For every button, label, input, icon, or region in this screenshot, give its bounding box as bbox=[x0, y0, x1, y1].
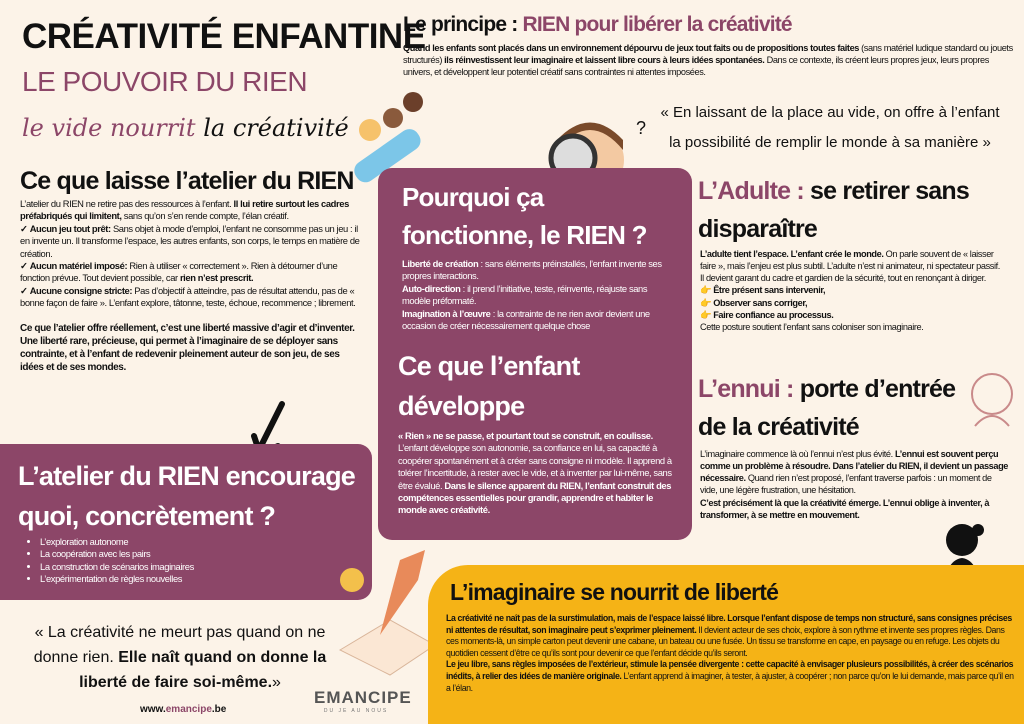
pourquoi-item-text: : il prend l’initiative, teste, réinvente, réajuste sans modèle préformaté. bbox=[402, 282, 648, 307]
encourage-heading: L’atelier du RIEN encourage quoi, concrètement ? bbox=[18, 461, 355, 531]
developpe-text bbox=[398, 430, 683, 517]
pourquoi-panel bbox=[378, 168, 692, 540]
imaginaire-heading: L’imaginaire se nourrit de liberté bbox=[450, 579, 779, 605]
top-quote-line-2: la possibilité de remplir le monde à sa manière » bbox=[669, 134, 991, 151]
adulte-point-text: Observer sans corriger, bbox=[713, 297, 808, 308]
url-part: www. bbox=[140, 704, 166, 715]
pointing-hand-icon: 👉 bbox=[700, 309, 712, 320]
pourquoi-item-label: Liberté de création bbox=[402, 258, 479, 269]
principe-label: Le principe : bbox=[403, 13, 518, 36]
url-part: emancipe bbox=[165, 704, 212, 715]
pointing-hand-icon: 👉 bbox=[700, 297, 712, 308]
laisse-item bbox=[20, 260, 360, 285]
ennui-bold-2: C’est précisément là que la créativité émerge. L’ennui oblige à inventer, à transformer, à se mettre en mouvement. bbox=[700, 497, 990, 520]
imaginaire-text-2: L’enfant apprend à imaginer, à tester, à ajuster, à coopérer ; non parce qu’on le lui demande, mais parce qu’il en a l’élan. bbox=[446, 671, 1014, 693]
encourage-item: • La coopération avec les pairs bbox=[40, 548, 194, 560]
check-icon: ✓ bbox=[20, 222, 28, 234]
laisse-item-label: Aucun matériel imposé: bbox=[29, 260, 128, 272]
ennui-text bbox=[700, 448, 1010, 521]
principe-text-1: (sans matériel ludique standard ou jouets structurés) bbox=[403, 43, 1013, 66]
adulte-text bbox=[700, 248, 1000, 284]
adulte-body bbox=[700, 248, 1000, 333]
question-mark: ? bbox=[636, 118, 647, 138]
logo-subtext: DU JE AU NOUS bbox=[323, 708, 389, 714]
adulte-point-text: Faire confiance au processus. bbox=[713, 309, 834, 320]
laisse-conclusion: Ce que l’atelier offre réellement, c’est une liberté massive d’agir et d’inventer. Une liberté rare, précieuse, qui permet à l’imaginaire de se déployer sans contrainte, et à l’enfant de redevenir pleinement auteur de son jeu, de ses idées et de ses mondes. bbox=[20, 322, 355, 374]
pourquoi-item-label: Imagination à l’œuvre bbox=[402, 307, 491, 319]
developpe-bold-2: Dans le silence apparent du RIEN, l’enfant construit des compétences essentielles pour grandir, apprendre et habiter le monde avec créativité. bbox=[398, 479, 672, 516]
adulte-point bbox=[700, 309, 1000, 321]
laisse-intro-bold: Il lui retire surtout les cadres préfabriqués qui limitent, bbox=[20, 198, 349, 222]
laisse-intro-text-2: sans qu’on s’en rende compte, l’élan créatif. bbox=[121, 210, 289, 222]
bottom-quote-bold: Elle naît quand on donne la liberté de faire soi-même. bbox=[79, 649, 327, 691]
pourquoi-item bbox=[402, 308, 677, 333]
laisse-item-bold: rien n’est prescrit. bbox=[179, 272, 254, 284]
adulte-point bbox=[700, 284, 1000, 296]
bottom-quote-end: » bbox=[272, 674, 281, 691]
adulte-title-a: L’Adulte : bbox=[698, 177, 804, 205]
laisse-body bbox=[20, 198, 360, 374]
ennui-text-1: L’imaginaire commence là où l’ennui n’est plus évité. bbox=[700, 449, 895, 459]
laisse-intro bbox=[20, 198, 360, 223]
page-title: CRÉATIVITÉ ENFANTINE bbox=[22, 17, 426, 56]
principe-bold-1: Quand les enfants sont placés dans un environnement dépourvu de jeux tout faits ou de propositions toutes faites bbox=[403, 43, 859, 53]
laisse-item-text: Pas d’objectif à atteindre, pas de résultat attendu, pas de « bonne façon de faire ». L’enfant explore, tâtonne, teste, échoue, recommence ; librement. bbox=[20, 284, 356, 309]
imaginaire-bold-2: Le jeu libre, sans règles imposées de l’extérieur, stimule la pensée divergente : cette capacité à envisager plusieurs possibilités, à créer des scénarios inédits, à relier des idées de manière originale. bbox=[446, 659, 1014, 682]
tagline bbox=[22, 114, 349, 142]
pourquoi-item-text: : la contrainte de ne rien avoir devient une occasion de créer nécessairement quelque chose bbox=[402, 307, 650, 332]
principe-bold-2: ils réinvestissent leur imaginaire et laissent libre cours à leurs idées spontanées. bbox=[444, 55, 765, 66]
pourquoi-item bbox=[402, 258, 677, 283]
encourage-item: • L’expérimentation de règles nouvelles bbox=[40, 573, 194, 585]
bottom-quote-text: « La créativité ne meurt pas quand on ne donne rien. bbox=[33, 624, 326, 666]
principe-text-2: Dans ce contexte, ils créent leurs propres jeux, leurs propres univers, et développent leur potentiel créatif sans contraintes ni attentes imposées. bbox=[403, 55, 989, 78]
pourquoi-item bbox=[402, 283, 677, 308]
adulte-bold: L’adulte tient l’espace. L’enfant crée le monde. bbox=[700, 249, 884, 259]
laisse-item bbox=[20, 223, 360, 260]
tagline-part-a: le vide nourrit bbox=[22, 114, 196, 142]
ennui-title-b: porte d’entrée de la créativité bbox=[698, 375, 956, 441]
principe-text bbox=[403, 42, 1018, 78]
laisse-item-text: Rien à utiliser « correctement ». Rien à détourner d’une fonction prévue. Tout devient possible, car bbox=[20, 260, 338, 284]
check-icon: ✓ bbox=[20, 260, 28, 272]
laisse-item bbox=[20, 285, 360, 310]
laisse-item-label: Aucun jeu tout prêt: bbox=[29, 222, 111, 234]
developpe-body: L’enfant développe son autonomie, sa confiance en lui, sa capacité à coopérer spontanément et à créer sans consigne ni modèle. Il apprend à tolérer l’incertitude, à rester avec le vide, et à inventer par lui-même, sans être évalué. bbox=[398, 442, 672, 491]
adulte-point bbox=[700, 297, 1000, 309]
adulte-heading bbox=[698, 172, 998, 248]
adulte-point-text: Être présent sans intervenir, bbox=[713, 285, 826, 296]
principe-title: RIEN pour libérer la créativité bbox=[522, 13, 792, 36]
encourage-item: • L’exploration autonome bbox=[40, 536, 194, 548]
rocket-book-illustration bbox=[330, 540, 440, 680]
pointing-hand-icon: 👉 bbox=[700, 285, 712, 296]
top-quote bbox=[640, 98, 1020, 158]
ennui-text-2: Quand rien n’est proposé, l’enfant traverse parfois : un moment de vide, une légère frustration, une hésitation. bbox=[700, 473, 992, 496]
adulte-text-body: On parle souvent de « laisser faire », mais l’enjeu est plus subtil. L’adulte n’est ni animateur, ni spectateur passif. Il devient garant du cadre et gardien de la sécurité, tout en renonçant à diriger. bbox=[700, 249, 1000, 284]
tagline-part-b: la créativité bbox=[203, 114, 349, 142]
page-subtitle: LE POUVOIR DU RIEN bbox=[22, 66, 308, 97]
laisse-item-label: Aucune consigne stricte: bbox=[29, 284, 133, 296]
laisse-intro-text: L’atelier du RIEN ne retire pas des ressources à l’enfant. bbox=[20, 198, 234, 209]
encourage-list bbox=[22, 536, 194, 586]
pourquoi-list bbox=[402, 258, 677, 332]
developpe-heading: Ce que l’enfant développe bbox=[398, 351, 580, 421]
principe-heading bbox=[403, 12, 792, 37]
check-icon: ✓ bbox=[20, 284, 28, 296]
emancipe-logo bbox=[314, 688, 412, 714]
laisse-heading: Ce que laisse l’atelier du RIEN bbox=[20, 167, 354, 195]
laisse-item-text: Sans objet à mode d’emploi, l’enfant ne consomme pas un jeu : il en invente un. Il transforme l’espace, les autres enfants, son corps, le temps en matière de création. bbox=[20, 222, 360, 259]
encourage-panel bbox=[0, 444, 372, 600]
pourquoi-item-label: Auto-direction bbox=[402, 282, 461, 294]
adulte-closing: Cette posture soutient l’enfant sans coloniser son imaginaire. bbox=[700, 321, 924, 332]
imaginaire-text bbox=[446, 613, 1016, 694]
ennui-heading bbox=[698, 370, 978, 446]
adulte-title-b: se retirer sans disparaître bbox=[698, 177, 969, 243]
pourquoi-heading: Pourquoi ça fonctionne, le RIEN ? bbox=[402, 182, 647, 250]
url-part: .be bbox=[211, 704, 227, 715]
thinking-child-icon bbox=[965, 368, 1020, 428]
top-quote-line-1: « En laissant de la place au vide, on offre à l’enfant bbox=[660, 104, 1000, 121]
imaginaire-bold-1: La créativité ne naît pas de la surstimulation, mais de l’espace laissé libre. Lorsque l’enfant dispose de temps non structuré, sans consignes précises ni attentes de résultat, son imaginaire peut s’exprimer pleinement. bbox=[446, 613, 1012, 635]
imaginaire-panel bbox=[428, 565, 1024, 724]
developpe-bold-1: « Rien » ne se passe, et pourtant tout se construit, en coulisse. bbox=[398, 430, 653, 441]
ennui-bold-1: L’ennui est souvent perçu comme un problème à résoudre. Dans l’atelier du RIEN, il devient un passage nécessaire. bbox=[700, 449, 1008, 484]
website-link[interactable] bbox=[140, 704, 226, 715]
bottom-quote bbox=[30, 620, 330, 695]
imaginaire-text-1: Il devient acteur de ses choix, explore à son rythme et invente ses propres règles. Dans ces moments-là, un simple carton peut devenir une cabane, un bateau ou une fusée. Un tissu se transforme en cape, en paysage ou en refuge. Les objets du quotidien cessent d’être ce qu’ils sont pour devenir ce que l’enfant décide qu’ils seront. bbox=[446, 624, 1005, 658]
pourquoi-item-text: : sans éléments préinstallés, l’enfant invente ses propres interactions. bbox=[402, 258, 662, 282]
encourage-item: • La construction de scénarios imaginaires bbox=[40, 561, 194, 573]
logo-text: EMANCIPE bbox=[314, 688, 412, 707]
ennui-title-a: L’ennui : bbox=[698, 375, 794, 403]
